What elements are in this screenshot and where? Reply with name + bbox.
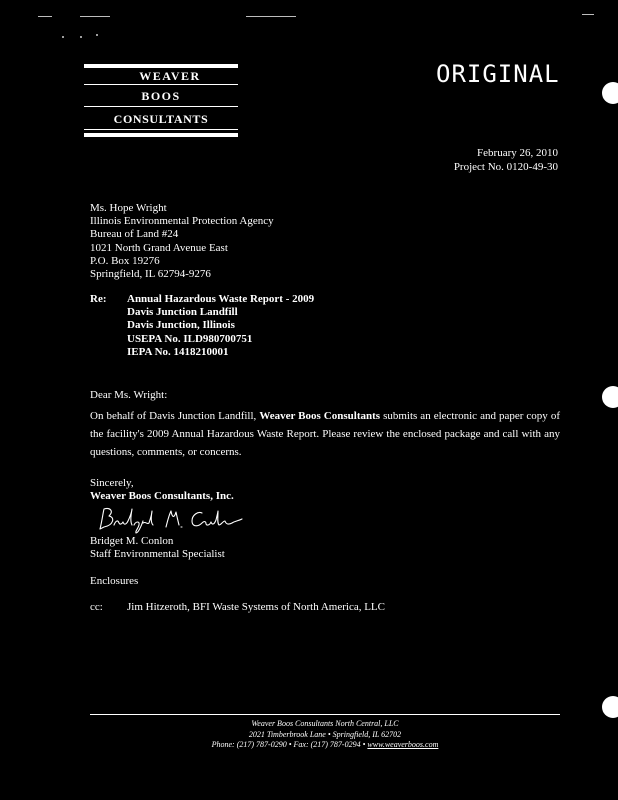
address-line: Bureau of Land #24 xyxy=(90,228,179,241)
address-line: Springfield, IL 62794-9276 xyxy=(90,268,211,281)
logo-word: WEAVER xyxy=(139,69,201,83)
body-text: submits an electronic and paper copy of the facility's 2009 Annual Hazardous Waste Report. Please review the enclosed package and call with any questions, comments, or concerns. xyxy=(90,410,560,458)
body-company-name: Weaver Boos Consultants xyxy=(259,410,381,422)
recipient-address xyxy=(90,202,274,281)
binder-hole xyxy=(602,386,618,408)
footer-contact xyxy=(90,740,560,751)
logo-rule xyxy=(84,84,238,85)
subject-line: Davis Junction Landfill xyxy=(127,306,238,319)
scan-artifact xyxy=(80,36,82,38)
logo-rule xyxy=(84,106,238,107)
letter-date: February 26, 2010 xyxy=(477,147,558,159)
salutation: Dear Ms. Wright: xyxy=(90,389,168,401)
closing-block xyxy=(90,477,234,503)
scan-artifact xyxy=(96,34,98,36)
footer-address: 2021 Timberbrook Lane • Springfield, IL 62702 xyxy=(248,729,402,739)
binder-hole xyxy=(602,82,618,104)
address-line: 1021 North Grand Avenue East xyxy=(90,241,228,254)
logo-rule xyxy=(84,133,238,137)
address-line: Illinois Environmental Protection Agency xyxy=(90,215,274,228)
footer-company: Weaver Boos Consultants North Central, LLC xyxy=(251,719,399,728)
handwritten-signature xyxy=(94,503,244,535)
address-line: Ms. Hope Wright xyxy=(90,202,167,214)
signer-name: Bridget M. Conlon xyxy=(90,535,174,547)
subject-line: USEPA No. ILD980700751 xyxy=(127,332,253,345)
project-number: Project No. 0120-49-30 xyxy=(453,161,558,173)
binder-hole xyxy=(602,696,618,718)
scan-artifact xyxy=(246,16,296,17)
company-logo xyxy=(84,64,238,137)
subject-label: Re: xyxy=(90,293,107,305)
footer-divider xyxy=(90,714,560,715)
body-text: On behalf of Davis Junction Landfill, xyxy=(90,410,260,422)
subject-line: Davis Junction, Illinois xyxy=(127,319,235,332)
letter-body xyxy=(90,407,560,461)
enclosures-note: Enclosures xyxy=(90,575,139,587)
date-block xyxy=(454,146,558,174)
cc-recipient: Jim Hitzeroth, BFI Waste Systems of North America, LLC xyxy=(127,601,385,613)
subject-line: IEPA No. 1418210001 xyxy=(127,345,229,358)
address-line: P.O. Box 19276 xyxy=(90,254,160,267)
footer-website-link[interactable]: www.weaverboos.com xyxy=(367,740,439,749)
scan-artifact xyxy=(38,16,52,17)
signer-block xyxy=(90,535,225,561)
closing-company: Weaver Boos Consultants, Inc. xyxy=(90,490,234,503)
logo-word: CONSULTANTS xyxy=(113,112,209,126)
scan-artifact xyxy=(80,16,110,17)
original-stamp: ORIGINAL xyxy=(436,60,560,88)
subject-line: Annual Hazardous Waste Report - 2009 xyxy=(127,293,315,305)
footer xyxy=(90,719,560,751)
scan-artifact xyxy=(62,36,64,38)
subject-block xyxy=(127,293,314,359)
signer-title: Staff Environmental Specialist xyxy=(90,548,225,561)
logo-rule xyxy=(84,129,238,130)
cc-label: cc: xyxy=(90,601,103,613)
footer-phone-fax: Phone: (217) 787-0290 • Fax: (217) 787-0294 • xyxy=(211,740,368,749)
scan-artifact xyxy=(582,14,594,15)
logo-word: BOOS xyxy=(141,89,181,103)
closing: Sincerely, xyxy=(90,477,134,489)
